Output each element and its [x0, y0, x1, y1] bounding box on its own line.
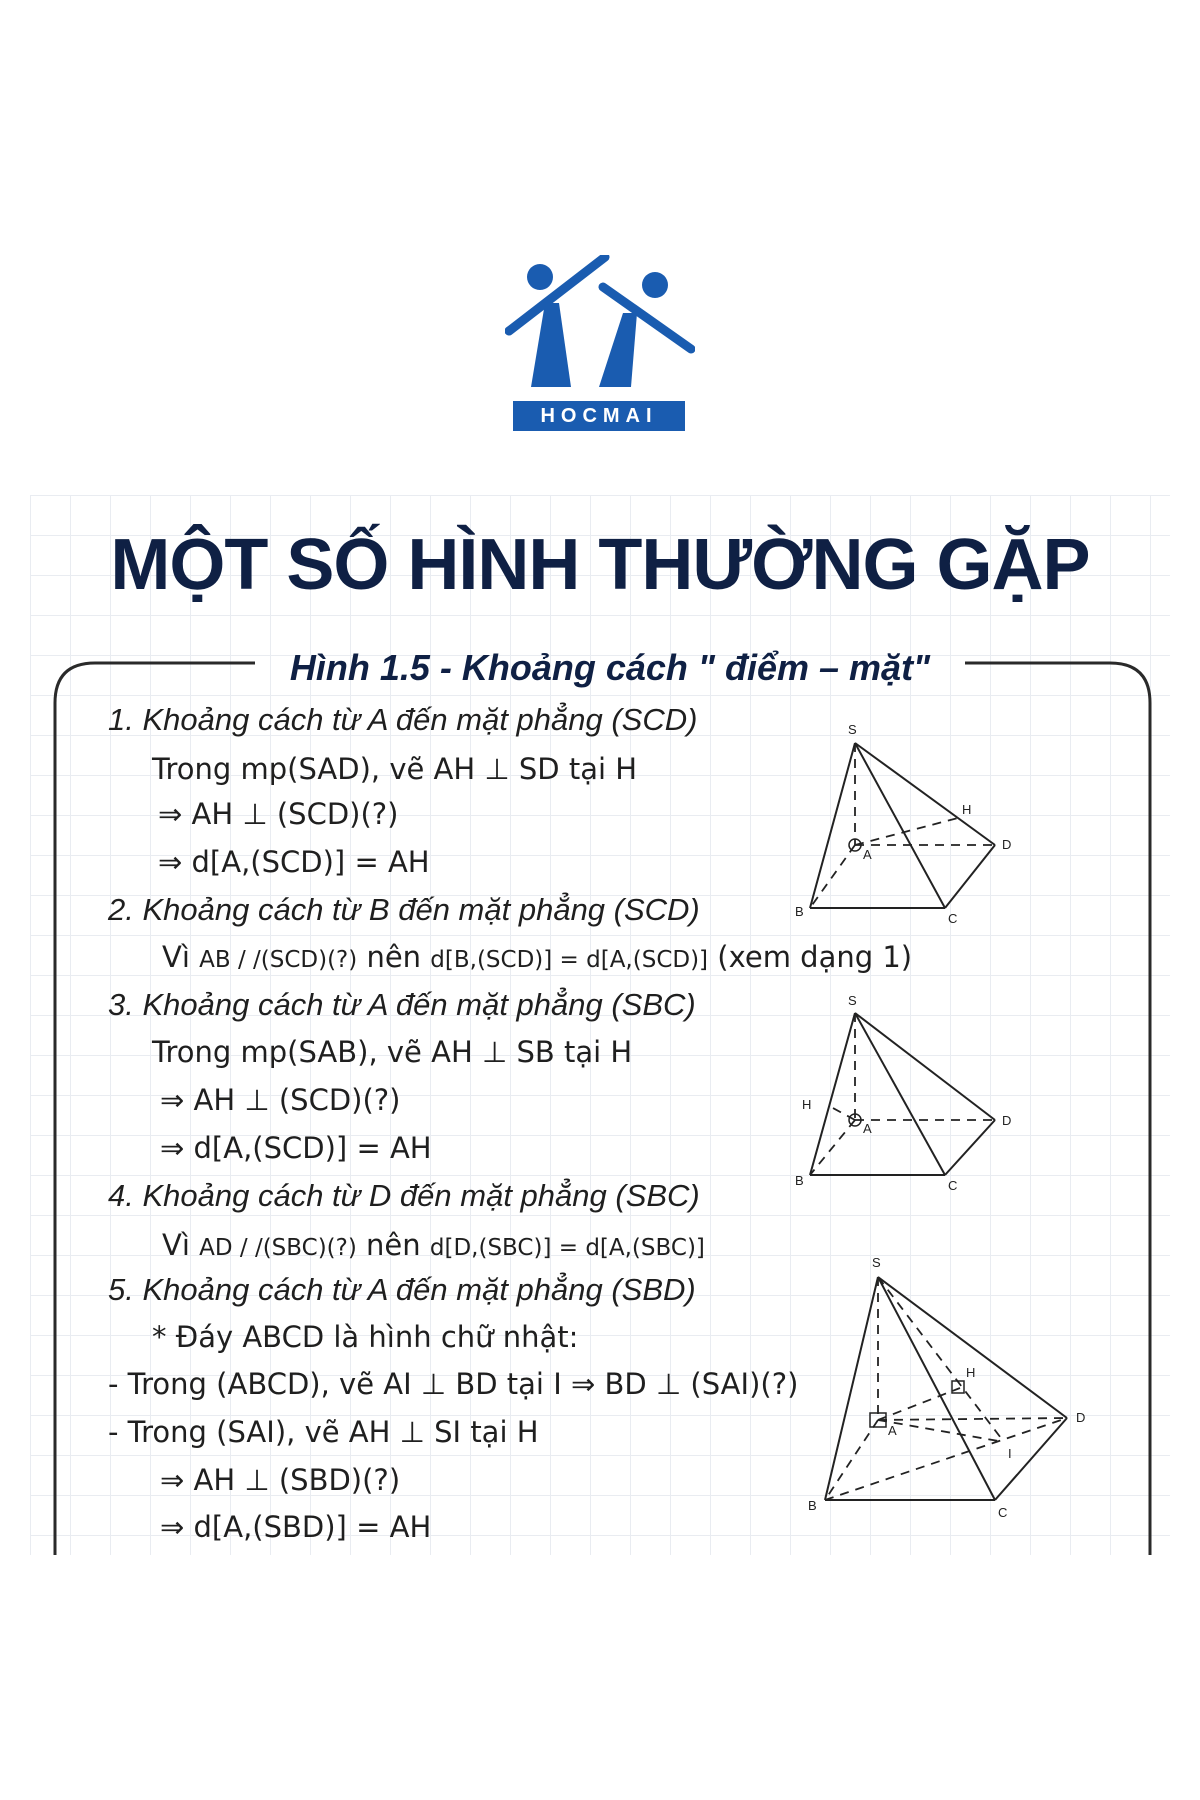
fig1-label-a: A — [863, 847, 872, 862]
logo-text: HOCMAI — [540, 405, 658, 427]
fig3-label-i: I — [1008, 1446, 1012, 1461]
section-5-line-4: ⇒ AH ⊥ (SBD)(?) — [160, 1463, 401, 1497]
section-5-line-3: - Trong (SAI), vẽ AH ⊥ SI tại H — [108, 1415, 539, 1449]
fig2-label-a: A — [863, 1121, 872, 1136]
section-4-heading: 4. Khoảng cách từ D đến mặt phẳng (SBC) — [108, 1178, 700, 1213]
fig2-label-h: H — [802, 1097, 812, 1112]
fig3-label-a: A — [888, 1423, 897, 1438]
figure-pyramid-sbc — [790, 995, 1020, 1195]
section-2-formula-1: AB / /(SCD)(?) — [199, 947, 358, 973]
fig3-label-s: S — [872, 1255, 881, 1270]
section-2-text-xem: (xem dạng 1) — [708, 940, 913, 974]
fig1-label-s: S — [848, 722, 857, 737]
fig1-label-h: H — [962, 802, 972, 817]
fig3-label-h: H — [966, 1365, 976, 1380]
section-3-line-2: ⇒ AH ⊥ (SCD)(?) — [160, 1083, 401, 1117]
section-1-line-2: ⇒ AH ⊥ (SCD)(?) — [158, 797, 399, 831]
section-1-heading: 1. Khoảng cách từ A đến mặt phẳng (SCD) — [108, 702, 698, 737]
fig1-label-c: C — [948, 911, 958, 926]
fig3-label-d: D — [1076, 1410, 1086, 1425]
fig1-label-b: B — [795, 904, 804, 919]
fig3-label-c: C — [998, 1505, 1008, 1520]
section-3-line-3: ⇒ d[A,(SCD)] = AH — [160, 1131, 432, 1165]
figure-pyramid-scd — [790, 718, 1020, 928]
section-2-formula-2: d[B,(SCD)] = d[A,(SCD)] — [430, 947, 709, 973]
page-title: MỘT SỐ HÌNH THƯỜNG GẶP — [110, 525, 1090, 605]
section-2-text-vi: Vì — [162, 940, 200, 974]
fig2-label-d: D — [1002, 1113, 1012, 1128]
section-4-text-nen: nên — [356, 1228, 430, 1262]
section-subtitle: Hình 1.5 - Khoảng cách " điểm – mặt" — [289, 647, 931, 688]
section-4-formula-2: d[D,(SBC)] = d[A,(SBC)] — [429, 1235, 705, 1261]
section-5-line-2: - Trong (ABCD), vẽ AI ⊥ BD tại I ⇒ BD ⊥ (SAI)(?) — [108, 1367, 799, 1401]
section-2-line — [162, 940, 912, 974]
section-4-formula-1: AD / /(SBC)(?) — [199, 1235, 357, 1261]
section-3-line-1: Trong mp(SAB), vẽ AH ⊥ SB tại H — [152, 1035, 633, 1069]
section-4-text-vi: Vì — [162, 1228, 200, 1262]
section-5-heading: 5. Khoảng cách từ A đến mặt phẳng (SBD) — [108, 1272, 696, 1307]
hocmai-logo — [505, 255, 695, 435]
section-5-line-5: ⇒ d[A,(SBD)] = AH — [160, 1510, 432, 1544]
section-1-line-1: Trong mp(SAD), vẽ AH ⊥ SD tại H — [152, 752, 638, 786]
fig1-label-d: D — [1002, 837, 1012, 852]
fig2-label-s: S — [848, 993, 857, 1008]
fig2-label-c: C — [948, 1178, 958, 1193]
section-1-line-3: ⇒ d[A,(SCD)] = AH — [158, 845, 430, 879]
section-2-text-nen: nên — [357, 940, 431, 974]
section-2-heading: 2. Khoảng cách từ B đến mặt phẳng (SCD) — [108, 892, 700, 927]
section-4-line — [162, 1228, 705, 1262]
figure-pyramid-sbd — [800, 1255, 1100, 1525]
fig2-label-b: B — [795, 1173, 804, 1188]
section-3-heading: 3. Khoảng cách từ A đến mặt phẳng (SBC) — [108, 987, 696, 1022]
fig3-label-b: B — [808, 1498, 817, 1513]
section-5-line-1: * Đáy ABCD là hình chữ nhật: — [152, 1320, 579, 1354]
